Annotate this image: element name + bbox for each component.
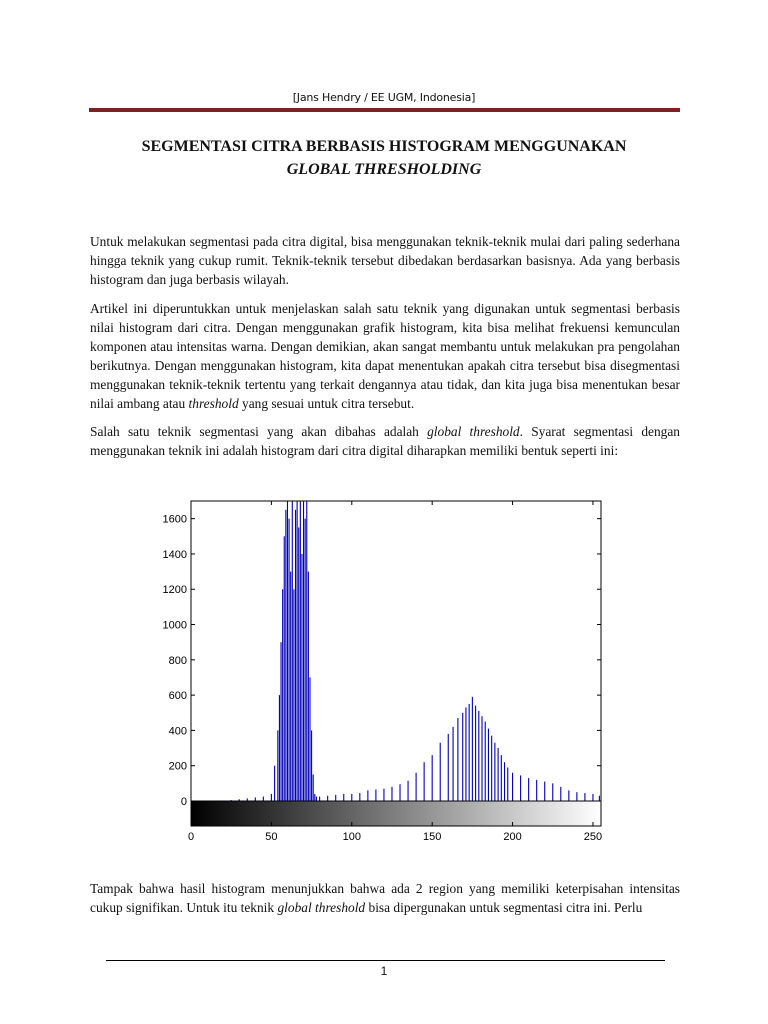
histogram-bar <box>280 642 281 801</box>
y-tick-label: 1600 <box>162 513 187 526</box>
histogram-bar <box>327 796 328 801</box>
histogram-bar <box>306 501 307 801</box>
histogram-bar <box>282 589 283 801</box>
histogram-bar <box>301 554 302 801</box>
histogram-bar <box>512 773 513 801</box>
x-tick-label: 200 <box>503 831 522 843</box>
y-tick-label: 1400 <box>162 548 187 561</box>
intensity-colorbar <box>191 801 601 826</box>
histogram-bar <box>277 730 278 801</box>
x-tick-label: 0 <box>187 831 195 843</box>
histogram-bar <box>399 784 400 801</box>
histogram-bar <box>552 783 553 801</box>
histogram-bar <box>485 722 486 801</box>
paragraph-4 <box>90 879 680 917</box>
histogram-bar <box>507 767 508 801</box>
histogram-bar <box>313 775 314 801</box>
paragraph-4-text-b: bisa dipergunakan untuk segmentasi citra ini. Perlu <box>368 900 643 915</box>
histogram-bar <box>560 787 561 801</box>
histogram-bar <box>504 762 505 801</box>
histogram-bar <box>367 790 368 801</box>
histogram-bar <box>576 792 577 801</box>
y-tick-label: 200 <box>168 760 187 773</box>
histogram-bar <box>472 697 473 801</box>
histogram-bar <box>424 762 425 801</box>
paragraph-3-emphasis: global threshold <box>427 424 520 439</box>
histogram-bar <box>481 716 482 801</box>
running-header: [Jans Hendry / EE UGM, Indonesia] <box>292 91 476 104</box>
y-tick-label: 600 <box>168 690 187 703</box>
histogram-bar <box>475 706 476 801</box>
histogram-bar <box>432 755 433 801</box>
histogram-bar <box>284 536 285 801</box>
histogram-bar <box>293 589 294 801</box>
histogram-bar <box>488 729 489 801</box>
title-line-2: GLOBAL THRESHOLDING <box>286 161 482 178</box>
y-tick-label: 0 <box>180 796 187 808</box>
histogram-bar <box>498 748 499 801</box>
histogram-bar <box>274 766 275 801</box>
histogram-bar <box>287 501 288 801</box>
paragraph-4-emphasis: global threshold <box>277 900 366 915</box>
histogram-bar <box>416 773 417 801</box>
histogram-bar <box>536 780 537 801</box>
histogram-bar <box>469 704 470 801</box>
histogram-bar <box>314 794 315 801</box>
y-tick-label: 800 <box>168 654 187 667</box>
paragraph-4-text-a: Tampak bahwa hasil histogram menunjukkan bahwa ada 2 region yang memiliki keterpisahan intensitas cukup signifikan. Untuk itu teknik <box>90 881 680 915</box>
histogram-bar <box>289 519 290 801</box>
histogram-bar <box>465 707 466 801</box>
x-tick-label: 150 <box>422 831 442 843</box>
x-tick-label: 100 <box>342 831 361 843</box>
histogram-bar <box>440 743 441 801</box>
histogram-bar <box>478 711 479 801</box>
histogram-bar <box>335 795 336 801</box>
histogram-bar <box>319 797 320 801</box>
histogram-bar <box>292 501 293 801</box>
paragraph-3-text-a: Salah satu teknik segmentasi yang akan dibahas adalah <box>90 424 419 439</box>
histogram-bar <box>290 572 291 801</box>
x-tick-label: 250 <box>583 831 603 843</box>
paragraph-3 <box>90 422 680 460</box>
histogram-bar <box>263 797 264 801</box>
y-tick-label: 1000 <box>162 619 187 632</box>
paragraph-3-text-b: . Syarat segmentasi dengan menggunakan teknik ini adalah histogram dari citra digital diharapkan memiliki bentuk seperti ini: <box>90 424 680 458</box>
histogram-bar <box>491 736 492 801</box>
histogram-bar <box>528 778 529 801</box>
page-number: 1 <box>380 964 388 978</box>
histogram-bar <box>300 501 301 801</box>
y-tick-label: 1200 <box>162 584 187 597</box>
histogram-bar <box>592 794 593 801</box>
plot-frame <box>191 501 601 801</box>
histogram-bar <box>391 787 392 801</box>
histogram-bar <box>453 727 454 801</box>
histogram-bar <box>408 781 409 801</box>
histogram-bar <box>375 790 376 801</box>
y-tick-label: 400 <box>168 725 187 738</box>
histogram-bar <box>305 519 306 801</box>
paragraph-2-emphasis: threshold <box>188 396 239 411</box>
histogram-bar <box>383 789 384 801</box>
histogram-bar <box>599 796 600 801</box>
histogram-bar <box>462 713 463 801</box>
histogram-bar <box>457 718 458 801</box>
histogram-bar <box>520 775 521 801</box>
paragraph-2 <box>90 299 680 413</box>
histogram-bar <box>285 510 286 801</box>
histogram-bar <box>271 794 272 801</box>
paragraph-2-text-a: Artikel ini diperuntukkan untuk menjelaskan salah satu teknik yang digunakan untuk segmentasi berbasis nilai histogram dari citra. Dengan menggunakan grafik histogram, kita bisa melihat frekuensi kemunculan komponen atau intensitas warna. Dengan demikian, akan sangat membantu untuk melakukan pra pengolahan berikutnya. Dengan menggunakan histogram, kita dapat menentukan apakah citra tersebut bisa disegmentasi menggunakan teknik-teknik tertentu yang terkait dengannya atau tidak, dan kita juga bisa menentukan besar nilai ambang atau <box>90 301 680 411</box>
histogram-bar <box>309 677 310 801</box>
histogram-bar <box>303 501 304 801</box>
histogram-bar <box>448 734 449 801</box>
histogram-bar <box>298 527 299 801</box>
paragraph-1: Untuk melakukan segmentasi pada citra digital, bisa menggunakan teknik-teknik mulai dari paling sederhana hingga teknik yang cukup rumit. Teknik-teknik tersebut dibedakan berdasarkan basisnya. Ada yang berbasis histogram dan juga berbasis wilayah. <box>90 234 680 287</box>
header-rule <box>89 108 680 112</box>
histogram-bar <box>568 790 569 801</box>
histogram-bar <box>295 510 296 801</box>
histogram-bar <box>584 793 585 801</box>
x-tick-label: 50 <box>265 831 278 843</box>
histogram-chart <box>150 498 610 848</box>
histogram-bar <box>343 794 344 801</box>
histogram-bar <box>501 755 502 801</box>
histogram-bar <box>316 797 317 801</box>
histogram-bar <box>255 797 256 801</box>
histogram-bar <box>351 794 352 801</box>
histogram-bar <box>494 743 495 801</box>
histogram-bar <box>308 572 309 801</box>
title-line-1: SEGMENTASI CITRA BERBASIS HISTOGRAM MENGGUNAKAN <box>141 138 627 155</box>
histogram-bar <box>359 793 360 801</box>
histogram-bar <box>297 501 298 801</box>
histogram-bar <box>544 782 545 801</box>
histogram-bar <box>311 730 312 801</box>
paragraph-2-text-b: yang sesuai untuk citra tersebut. <box>242 396 415 411</box>
histogram-bar <box>279 695 280 801</box>
footer-rule <box>106 960 665 961</box>
